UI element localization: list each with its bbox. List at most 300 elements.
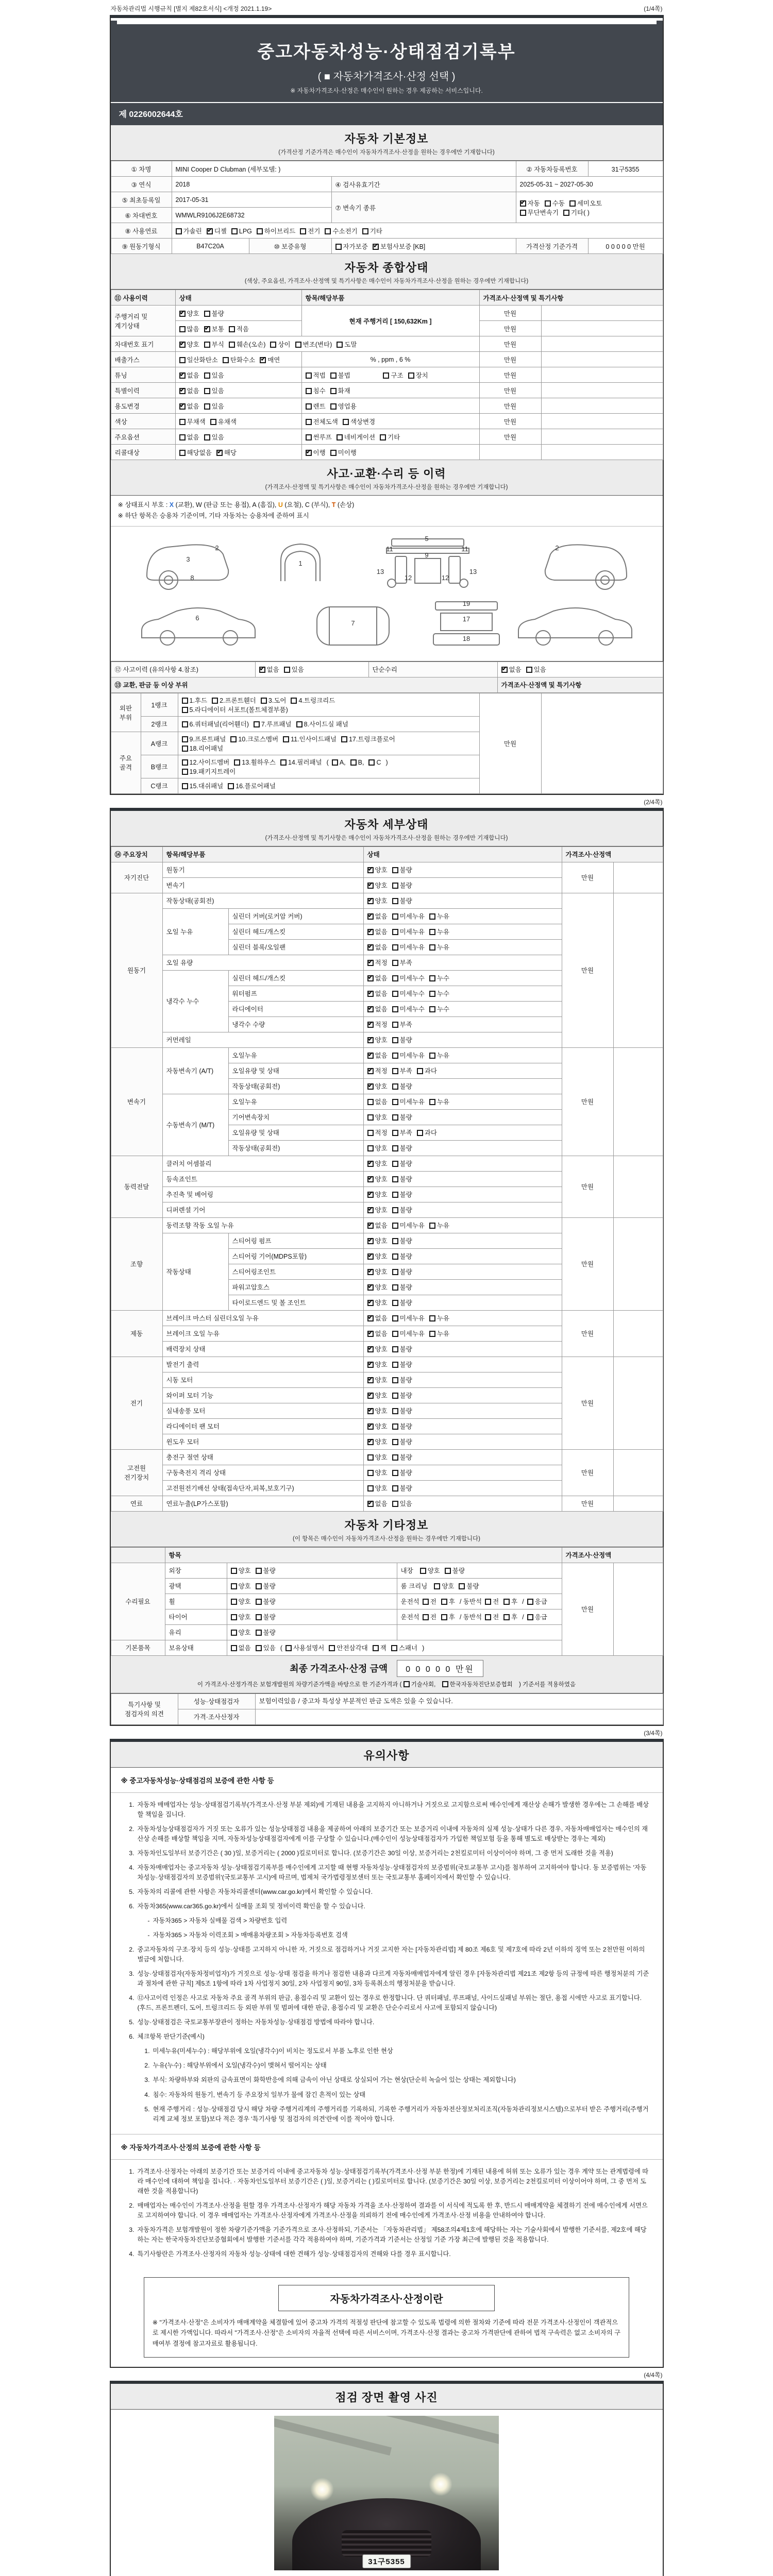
table-cell: 오일유량 및 상태 (228, 1125, 363, 1140)
checkbox-option (429, 942, 449, 952)
table-cell: 만원 (562, 1449, 613, 1496)
table-cell: 만원 (562, 1357, 613, 1449)
table-cell: 실린더 헤드/개스킷 (228, 924, 363, 939)
checkbox-option (182, 734, 226, 743)
checkbox-option (306, 448, 326, 457)
checkbox-option (503, 1597, 517, 1606)
checkbox-label: 잭 (380, 1645, 386, 1652)
notice-item (140, 2046, 649, 2056)
table-cell: 만원 (562, 1217, 613, 1310)
checkbox-icon (229, 342, 235, 348)
checkbox-label: 양호 (375, 1114, 388, 1121)
checkbox-icon (204, 388, 210, 394)
inline-label: ( (280, 1645, 282, 1652)
diagram-part-number: 6 (195, 614, 199, 622)
checkbox-label: 2.프론트휀더 (220, 697, 256, 704)
accident-note-2: ※ 하단 항목은 승용차 기준이며, 기타 자동차는 승용차에 준하여 표시 (117, 512, 309, 520)
final-price-label: 최종 가격조사·산정 금액 (290, 1663, 388, 1674)
legend-part: ※ 상태표시 부호 : (117, 501, 170, 509)
checkbox-option (429, 1004, 449, 1013)
table-cell: 가격조사·산정액 (562, 1547, 663, 1563)
final-price-row (111, 1656, 663, 1693)
table-cell (541, 445, 663, 460)
checkbox-icon (526, 667, 532, 673)
checkbox-label: 부족 (399, 1067, 412, 1075)
checkbox-option (231, 1597, 251, 1606)
table-cell: 만원 (479, 414, 541, 429)
checkbox-option (231, 1628, 251, 1637)
checkbox-label: 불량 (399, 1253, 412, 1260)
checkbox-label: 없음 (375, 990, 388, 997)
checkbox-icon (392, 1315, 398, 1321)
checkbox-icon (368, 759, 375, 766)
checkbox-option (373, 242, 425, 251)
notice-item (124, 2201, 649, 2221)
checkbox-checked-icon (367, 1393, 374, 1399)
check-cell (227, 1609, 397, 1624)
table-cell: 만원 (479, 306, 541, 321)
checkbox-option (569, 198, 602, 208)
checkbox-icon (283, 736, 289, 742)
checkbox-label: 자가보증 (343, 243, 368, 250)
checkbox-icon (392, 1130, 398, 1136)
checkbox-label: 없음 (375, 975, 388, 982)
check-cell (363, 970, 562, 986)
checkbox-option (256, 1612, 276, 1621)
checkbox-checked-icon (367, 1223, 374, 1229)
checkbox-label: 응급 (534, 1598, 547, 1605)
checkbox-label: 불량 (399, 897, 412, 905)
checkbox-option (392, 1406, 412, 1415)
check-cell (363, 986, 562, 1001)
section-detail-header (111, 811, 663, 846)
checkbox-checked-icon (367, 1207, 374, 1213)
checkbox-label: 불량 (263, 1583, 276, 1590)
checkbox-label: 썬루프 (313, 433, 332, 441)
checkbox-option (367, 911, 388, 921)
checkbox-icon (392, 944, 398, 951)
check-cell (497, 662, 663, 677)
checkbox-icon (330, 403, 337, 410)
checkbox-option (228, 781, 276, 790)
checkbox-icon (392, 1346, 398, 1352)
checkbox-option (392, 1066, 412, 1075)
form-table (111, 1693, 663, 1725)
overall-state-table (111, 290, 663, 460)
table-cell: 만원 (479, 336, 541, 352)
checkbox-option (392, 1143, 412, 1153)
checkbox-label: 미세누유 (399, 913, 425, 920)
checkbox-icon (231, 228, 238, 234)
table-cell (541, 306, 663, 321)
checkbox-option (367, 1066, 388, 1075)
notice-item-text: 누유(누수) : 해당부위에서 오일(냉각수)이 맺혀서 떨어지는 상태 (153, 2062, 327, 2070)
state-code-legend (118, 500, 656, 511)
checkbox-label: 양호 (375, 1083, 388, 1090)
check-cell (175, 383, 301, 398)
checkbox-label: 있음 (399, 1500, 412, 1507)
checkbox-label: 전 (430, 1614, 436, 1621)
checkbox-label: 이행 (313, 449, 326, 456)
checkbox-label: 부식 (211, 341, 224, 348)
checkbox-checked-icon (367, 1439, 374, 1445)
checkbox-label: 적음 (236, 325, 249, 333)
checkbox-option (392, 1050, 425, 1060)
document-title: 중고자동차성능·상태점검기록부 (257, 42, 516, 62)
checkbox-label: 부족 (399, 1021, 412, 1028)
checkbox-icon (429, 1099, 435, 1105)
checkbox-icon (306, 388, 312, 394)
checkbox-label: 불량 (399, 1392, 412, 1399)
checkbox-icon (256, 1645, 262, 1651)
checkbox-label: 불법 (338, 371, 350, 379)
checkbox-option (392, 1097, 425, 1106)
checkbox-label: 불량 (399, 1083, 412, 1090)
table-cell: 휠 (165, 1594, 227, 1609)
checkbox-option (392, 1205, 412, 1214)
checkbox-label: 양호 (442, 1583, 455, 1590)
checkbox-icon (392, 1176, 398, 1182)
notice-item-number: 1. (129, 1801, 135, 1808)
table-cell: 유리 (165, 1624, 227, 1640)
checkbox-label: 세미오토 (577, 199, 602, 207)
checkbox-option (367, 1499, 388, 1508)
checkbox-icon (429, 1006, 435, 1012)
checkbox-option (367, 1329, 388, 1338)
checkbox-option (350, 759, 364, 766)
checkbox-option (441, 1597, 455, 1606)
legend-part: U (278, 501, 283, 509)
table-cell (613, 1357, 663, 1449)
checkbox-option (383, 370, 403, 380)
checkbox-option (501, 665, 522, 674)
table-cell: 원동기 (162, 862, 363, 877)
notice-item-text: 매매업자는 매수인이 가격조사·산정을 원할 경우 가격조사·산정자가 해당 자동차 가격을 조사·산정하여 결과를 이 서식에 적도록 한 후, 반드시 매매계약을 체결하기 전에 매수인에게 서면으로 고지하여야 합니다. 이 경우 매매업자는 가격조사·산정자에게 가격조사·산정을 의뢰하기 전에 매수인에게 가격조사·산정 비용을 안내하여야 합니다. (137, 2201, 648, 2219)
checkbox-icon (285, 1645, 292, 1651)
table-cell: 발전기 출력 (162, 1357, 363, 1372)
checkbox-option (404, 1680, 436, 1688)
checkbox-label: 누유 (436, 1222, 450, 1229)
checkbox-icon (204, 403, 210, 410)
license-plate: 31구5355 (362, 2554, 411, 2568)
checkbox-icon (204, 434, 210, 440)
checkbox-option (429, 1050, 449, 1060)
checkbox-option (392, 1313, 425, 1323)
checkbox-option (330, 448, 357, 457)
checkbox-icon (367, 1130, 374, 1136)
checkbox-icon (392, 1253, 398, 1260)
checkbox-option (429, 927, 449, 936)
checkbox-label: 탄화수소 (230, 356, 256, 364)
checkbox-icon (563, 210, 569, 216)
checkbox-icon (373, 1645, 379, 1651)
checkbox-option (392, 973, 425, 982)
checkbox-option (485, 1597, 499, 1606)
checkbox-icon (392, 1192, 398, 1198)
notice-item (124, 1993, 649, 2013)
checkbox-option (367, 1205, 388, 1214)
checkbox-label: 누수 (436, 990, 450, 997)
checkbox-icon (485, 1599, 491, 1605)
title-stripe (117, 21, 657, 24)
notice-item-number: 3. (129, 1970, 135, 1978)
table-cell: 외장 (165, 1563, 227, 1578)
check-cell (301, 414, 479, 429)
check-cell (301, 383, 479, 398)
checkbox-option (204, 370, 224, 380)
checkbox-label: 17.트렁크플로어 (348, 735, 395, 743)
checkbox-label: 전 (493, 1614, 499, 1621)
checkbox-option (367, 1360, 388, 1369)
checkbox-option (204, 386, 224, 395)
section-accident-header (111, 460, 663, 496)
checkbox-label: 화재 (338, 387, 350, 395)
checkbox-icon (392, 960, 398, 966)
table-cell: 오일누유 (228, 1047, 363, 1063)
table-cell: % , ppm , 6 % (301, 352, 479, 367)
diagram-part-number: 5 (424, 534, 429, 543)
checkbox-icon (392, 1377, 398, 1383)
checkbox-icon (392, 1145, 398, 1151)
table-cell: 가격조사·산정액 및 특기사항 (497, 677, 663, 692)
notice-item (124, 2032, 649, 2042)
checkbox-option (392, 1020, 412, 1029)
check-cell (363, 1496, 562, 1511)
checkbox-icon (392, 1470, 398, 1476)
diagram-part-number: 3 (186, 555, 190, 563)
notice-item-text: 가격조사·산정자는 아래의 보증기간 또는 보증거리 이내에 중고자동차 성능·상태점검기록부(가격조사·산정 부분 한정)에 기재된 내용에 허위 또는 오류가 있는 경우 계약 또는 관계법령에 따라 매수인에 대하여 책임을 집니다. · 자동차인도일부터 보증기간은 ( )일, 보증거리는 ( )킬로미터로 합니다. (보증기간은 30일 이상, 보증거리는 2천킬로미터 이상이어야 하며, 그 중 먼저 도래한 것을 적용합니다) (137, 2167, 649, 2195)
table-cell: 배력장치 상태 (162, 1341, 363, 1357)
notice-item-number: 6. (129, 2033, 135, 2041)
checkbox-icon (392, 991, 398, 997)
checkbox-icon (306, 419, 312, 425)
table-cell (613, 862, 663, 893)
check-cell (178, 732, 479, 755)
inspection-photos (111, 2410, 663, 2576)
checkbox-option (503, 1612, 517, 1621)
checkbox-checked-icon (367, 1176, 374, 1182)
check-cell (363, 1480, 562, 1496)
checkbox-option (367, 880, 388, 890)
checkbox-option (256, 1566, 276, 1575)
notice-item-text: 자동차365 > 자동차 이력조회 > 매매용차량조회 > 자동차등록번호 검색 (153, 1931, 348, 1939)
table-cell: 연료 (111, 1496, 162, 1511)
panel-rank-table (111, 693, 663, 794)
table-cell: ⑤ 최초등록일 (111, 192, 172, 208)
checkbox-icon (210, 419, 216, 425)
checkbox-option (179, 401, 199, 411)
checkbox-option (367, 942, 388, 952)
checkbox-option (216, 448, 237, 457)
table-cell: 가격산정 기준가격 (516, 239, 588, 254)
checkbox-label: 19.패키지트레이 (189, 768, 236, 775)
checkbox-icon (404, 1681, 410, 1687)
check-cell (363, 1310, 562, 1326)
checkbox-option (182, 781, 224, 790)
checkbox-option (367, 1483, 388, 1493)
table-cell: ④ 검사유효기간 (331, 177, 516, 192)
table-cell: 변속기 (111, 1047, 162, 1156)
table-cell: 만원 (479, 429, 541, 445)
checkbox-label: 변조(변타) (303, 341, 332, 348)
checkbox-checked-icon (306, 450, 312, 456)
form-table (111, 846, 663, 1512)
checkbox-option (332, 759, 346, 766)
checkbox-option (367, 1221, 388, 1230)
checkbox-icon (392, 1053, 398, 1059)
table-cell: 조향 (111, 1217, 162, 1310)
checkbox-icon (392, 1393, 398, 1399)
diagram-part-number: 18 (462, 634, 470, 642)
table-cell: 튜닝 (111, 367, 175, 383)
check-cell (227, 1624, 397, 1640)
checkbox-option (367, 1143, 388, 1153)
inline-label: 운전석 (400, 1614, 419, 1621)
notice-item-number: 2. (129, 1946, 135, 1954)
legend-part: (부식), (309, 501, 332, 509)
section-overall-header (111, 254, 663, 290)
check-cell (363, 1403, 562, 1418)
notice-item-text: ⑫사고이력 인정은 사고로 자동차 주요 골격 부위의 판금, 용접수리 및 교환이 있는 경우로 한정합니다. 단 쿼터패널, 루프패널, 사이드실패널 부위는 절단, 용접 시에만 사고로 표기합니다. (후드, 프론트펜더, 도어, 트렁크리드 등 외판 부위 및 범퍼에 대한 판금, 용접수리 및 교환은 단순수리로서 사고에 포함되지 않습니다) (137, 1994, 642, 2012)
inspection-photo-front (274, 2416, 499, 2570)
table-cell: 현재 주행거리 [ 150,632Km ] (301, 306, 479, 336)
checkbox-label: 있음 (211, 371, 224, 379)
notice-list-2 (111, 2160, 663, 2269)
checkbox-checked-icon (367, 1377, 374, 1383)
checkbox-checked-icon (204, 326, 210, 332)
checkbox-icon (392, 1331, 398, 1337)
table-cell: C랭크 (141, 778, 178, 793)
checkbox-label: 7.루프패널 (261, 721, 292, 728)
check-cell (175, 321, 301, 336)
price-definition-text: ※ "가격조사·산정"은 소비자가 매매계약을 체결함에 있어 중고차 가격의 적절성 판단에 참고할 수 있도록 법령에 의한 절차와 기준에 따라 전문 가격조사·산정인이 객관적으로 제시한 가액입니다. 따라서 "가격조사·산정"은 소비자의 자율적 선택에 따른 서비스이며, 가격조사·산정 결과는 중고차 가격판단에 관하여 법적 구속력은 없고 소비자의 구매여부 결정에 참고자료로 활용됩니다. (152, 2319, 621, 2347)
table-cell (541, 693, 663, 793)
checkbox-label: 부족 (399, 959, 412, 967)
table-cell: 클러치 어셈블리 (162, 1156, 363, 1171)
notice-item-number: 4. (129, 1994, 135, 2002)
checkbox-label: 없음 (509, 666, 522, 673)
final-note-post: ) 기준서를 적용하였음 (518, 1681, 576, 1688)
checkbox-option (392, 896, 412, 905)
checkbox-label: 미세누유 (399, 1098, 425, 1106)
checkbox-icon (391, 1645, 397, 1651)
checkbox-icon (423, 1614, 429, 1620)
checkbox-label: 후 (511, 1598, 518, 1605)
checkbox-icon (367, 1470, 374, 1476)
checkbox-option (256, 1581, 276, 1590)
car-grille (342, 2530, 431, 2557)
table-cell: 단순수리 (368, 662, 497, 677)
checkbox-option (392, 1298, 412, 1307)
checkbox-label: 무채색 (187, 418, 206, 426)
notice-subheader-2: ※ 자동차가격조사·산정의 보증에 관한 사항 등 (111, 2134, 663, 2160)
table-cell: 고전원 전기장치 (111, 1449, 162, 1496)
checkbox-option (434, 1581, 454, 1590)
checkbox-option (429, 1097, 449, 1106)
checkbox-option (179, 432, 199, 442)
check-cell (363, 1078, 562, 1094)
checkbox-option (367, 1282, 388, 1292)
checkbox-label: 미이행 (338, 449, 357, 456)
checkbox-option (204, 401, 224, 411)
checkbox-option (429, 1221, 449, 1230)
checkbox-icon (182, 745, 188, 752)
checkbox-icon (280, 759, 287, 766)
checkbox-option (526, 665, 546, 674)
price-definition-box (144, 2277, 629, 2358)
final-price-value: 0 0 0 0 0 만원 (397, 1660, 483, 1677)
checkbox-label: 불량 (399, 1238, 412, 1245)
checkbox-icon (392, 1362, 398, 1368)
section-subtitle: (가격조사·산정액 및 특기사항은 매수인이 자동차가격조사·산정을 원하는 경우에만 기재합니다) (265, 835, 508, 841)
table-cell: 특별이력 (111, 383, 175, 398)
checkbox-option (392, 911, 425, 921)
checkbox-icon (367, 1114, 374, 1121)
checkbox-label: 양호 (375, 1037, 388, 1044)
checkbox-option (367, 1391, 388, 1400)
check-cell (175, 306, 301, 321)
check-cell (331, 239, 516, 254)
check-cell (363, 1001, 562, 1016)
section-subtitle: (가격산정 기준가격은 매수인이 자동차가격조사·산정을 원하는 경우에만 기재합니다) (278, 149, 495, 156)
checkbox-option (392, 1282, 412, 1292)
table-cell: A랭크 (141, 732, 178, 755)
table-cell: 작동상태 (162, 1233, 228, 1310)
checkbox-option (392, 1468, 412, 1477)
checkbox-icon (325, 228, 331, 234)
checkbox-icon (417, 1068, 423, 1074)
notice-item (140, 2105, 649, 2124)
notice-item-number: 5. (129, 1888, 135, 1895)
checkbox-icon (367, 1099, 374, 1105)
checkbox-option (367, 1020, 388, 1029)
check-cell (363, 862, 562, 877)
diagram-part-number: 7 (350, 619, 355, 627)
notice-item-number: 3. (129, 1849, 135, 1857)
checkbox-option (229, 340, 266, 349)
checkbox-icon (527, 1599, 533, 1605)
checkbox-checked-icon (367, 1037, 374, 1043)
table-cell: 스티어링 기어(MDPS포함) (228, 1248, 363, 1264)
checkbox-icon (182, 698, 188, 704)
accident-history-table (111, 662, 663, 693)
checkbox-option (392, 1375, 412, 1384)
table-cell: ⑧ 사용연료 (111, 223, 172, 239)
check-cell (301, 445, 479, 460)
notice-item (124, 1824, 649, 1844)
checkbox-label: 후 (511, 1614, 518, 1621)
checkbox-label: 전기 (308, 227, 321, 235)
checkbox-option (306, 401, 326, 411)
inline-label: 운전석 (400, 1598, 419, 1605)
checkbox-icon (392, 1300, 398, 1306)
checkbox-option (204, 309, 224, 318)
check-cell (178, 693, 479, 716)
checkbox-option (367, 973, 388, 982)
table-cell: ⑨ 원동기형식 (111, 239, 172, 254)
checkbox-checked-icon (367, 1362, 374, 1368)
checkbox-option (392, 942, 425, 952)
checkbox-icon (337, 342, 343, 348)
check-cell (363, 877, 562, 893)
section-subtitle: (가격조사·산정액 및 특기사항은 매수인이 자동차가격조사·산정을 원하는 경우에만 기재합니다) (265, 484, 508, 490)
table-cell: 냉각수 수량 (228, 1016, 363, 1032)
checkbox-option (256, 1643, 276, 1652)
notice-item (124, 1969, 649, 1989)
checkbox-icon (569, 200, 576, 207)
checkbox-checked-icon (367, 1006, 374, 1012)
section-title: 자동차 세부상태 (344, 818, 429, 831)
